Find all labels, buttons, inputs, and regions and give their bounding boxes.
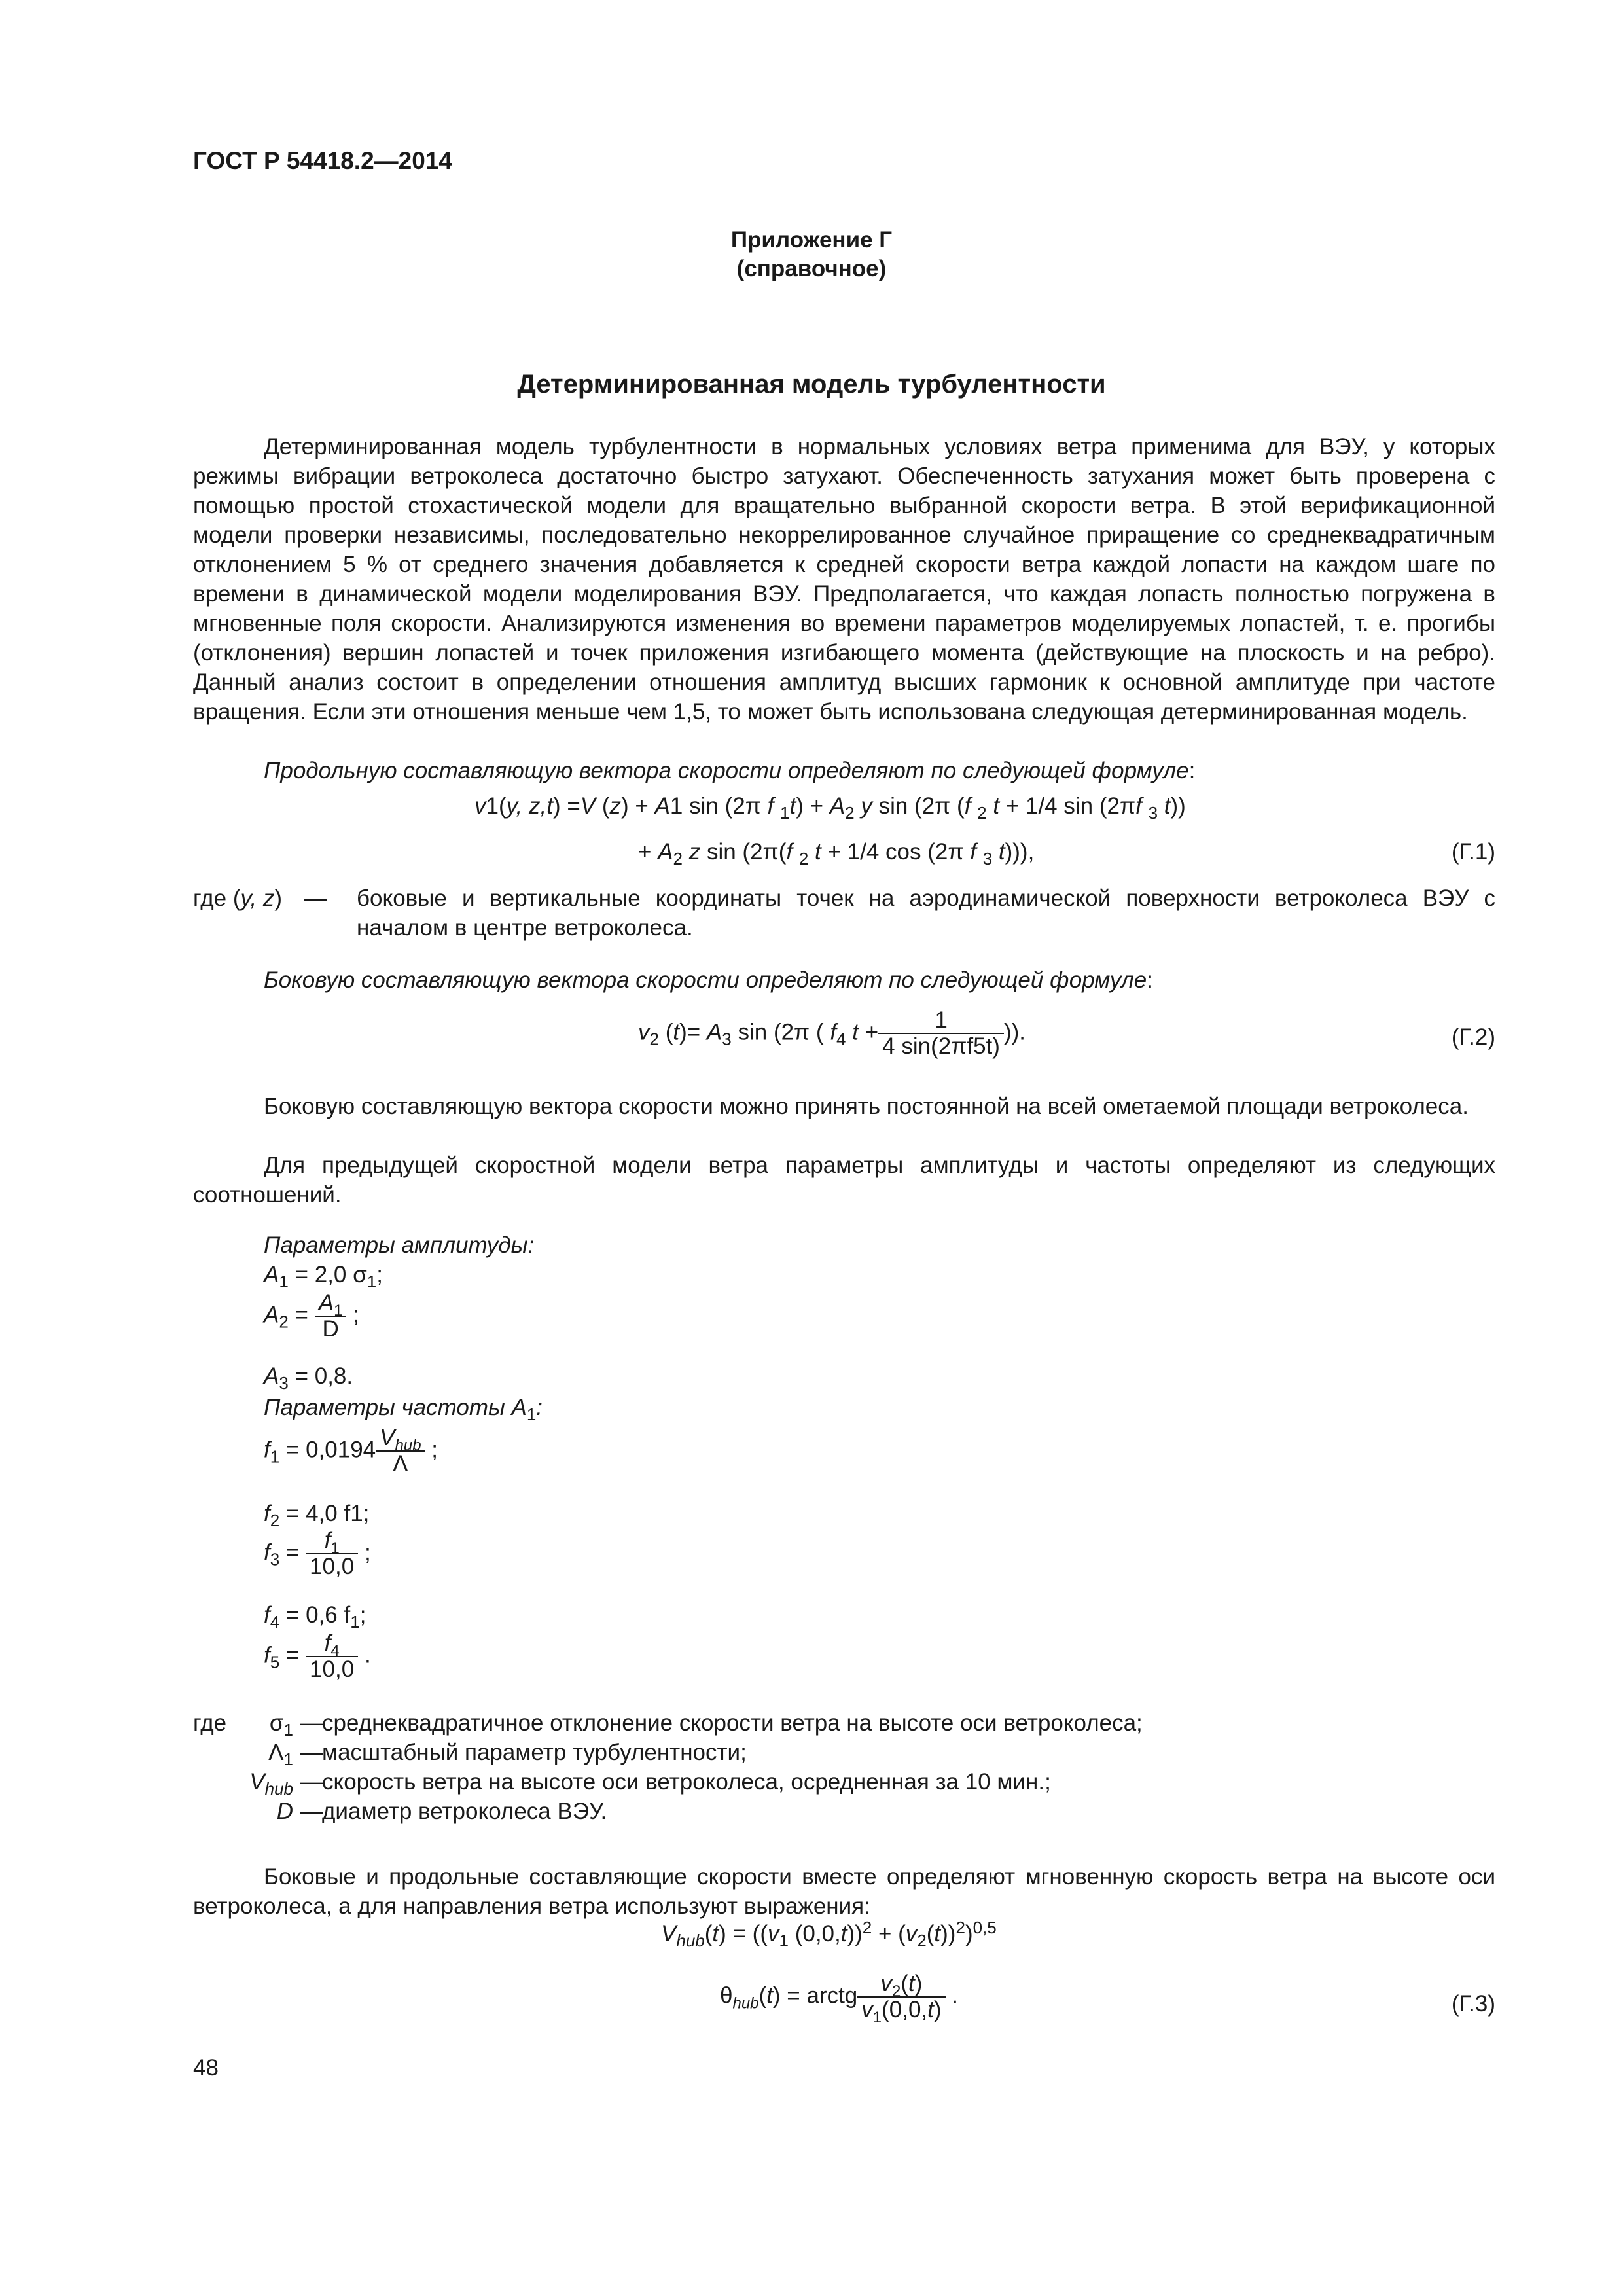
- params-intro-paragraph: Для предыдущей скоростной модели ветра параметры амплитуды и частоты определяют из следующих соотношений.: [193, 1153, 1495, 1208]
- param-A2: $A_2$ = $\frac{A_1}{D}$ ;: [264, 1290, 359, 1342]
- where2-dash-4: —: [300, 1799, 323, 1824]
- where2-dash-2: —: [300, 1740, 323, 1765]
- where2-symbol-4: D: [276, 1799, 293, 1824]
- where2-symbol-1: $\sigma_1$: [269, 1710, 293, 1740]
- document-header: ГОСТ Р 54418.2—2014: [193, 147, 452, 174]
- param-f2: $f_2 = 4,0$ f1;: [264, 1501, 370, 1530]
- longitudinal-intro: Продольную составляющую вектора скорости определяют по следующей формуле:: [264, 758, 1196, 783]
- param-f4: $f_4 = 0,6$ $f_1$;: [264, 1602, 366, 1632]
- equation-3-line2: $\theta_{hub}(t)$ = arctg $\frac{v_2(t)}{v_1(0,0,t)}$ .: [720, 1971, 959, 2026]
- equation-1-line1: v1(y, z,t) =V (z) + A1 sin (2π f $_1t) + A_2$ y sin (2π (f $_2$ t + 1/4 sin (2πf $_3$ t)): [474, 793, 1186, 823]
- where2-text-3: скорость ветра на высоте оси ветроколеса, осредненная за 10 мин.;: [322, 1769, 1051, 1795]
- appendix-title: Приложение Г: [730, 227, 893, 253]
- param-A1: $A_1 = 2,0$ $\sigma_1$;: [264, 1262, 383, 1291]
- amplitude-heading: Параметры амплитуды:: [264, 1232, 535, 1258]
- where1-dash: —: [304, 886, 327, 911]
- lateral-intro: Боковую составляющую вектора скорости определяют по следующей формуле:: [264, 967, 1153, 993]
- equation-1-number: (Г.1): [1451, 839, 1495, 865]
- param-f5: $f_5$ = $\frac{f_4}{10,0}$ .: [264, 1630, 371, 1682]
- page-number: 48: [193, 2055, 219, 2081]
- appendix-note: (справочное): [736, 256, 887, 281]
- where2-text-4: диаметр ветроколеса ВЭУ.: [322, 1799, 607, 1824]
- where2-text-1: среднеквадратичное отклонение скорости ветра на высоте оси ветроколеса;: [322, 1710, 1143, 1736]
- equation-3-number: (Г.3): [1451, 1991, 1495, 2017]
- param-A3: $A_3 = 0,8$.: [264, 1363, 353, 1393]
- where2-text-2: масштабный параметр турбулентности;: [322, 1740, 747, 1765]
- final-paragraph: Боковые и продольные составляющие скорости вместе определяют мгновенную скорость ветра на высоте оси ветроколеса, а для направления ветра используют выражения:: [193, 1864, 1495, 1919]
- equation-1-line2: + $A_2$ z sin (2π(f $_2$ t + 1/4 cos (2π f $_3$ t))),: [638, 839, 1035, 869]
- frequency-heading: Параметры частоты $A_1$:: [264, 1395, 543, 1424]
- where1-text: боковые и вертикальные координаты точек на аэродинамической поверхности ветроколеса ВЭУ с началом в центре ветроколеса.: [357, 886, 1495, 941]
- where2-symbol-2: $\Lambda_1$: [268, 1740, 293, 1769]
- equation-3-line1: $V_{hub}(t) = ((v_1$ $(0,0,t))^2 + (v_2(t))^2)^{0,5}$: [661, 1918, 997, 1950]
- appendix-heading: [0, 226, 1623, 283]
- where2-lead: где: [193, 1710, 227, 1736]
- intro-paragraph: Детерминированная модель турбулентности в нормальных условиях ветра применима для ВЭУ, у которых режимы вибрации ветроколеса достаточно быстро затухают. Обеспеченность затухания может быть проверена с помощью простой стохастической модели для вращательно выбранной скорости ветра. В этой верификационной модели проверки независимы, последовательно некоррелированное случайное приращение со среднеквадратичным отклонением 5 % от среднего значения добавляется к средней скорости ветра каждой лопасти на каждом шаге по времени в динамической модели моделирования ВЭУ. Предполагается, что каждая лопасть полностью погружена в мгновенные поля скорости. Анализируются изменения во времени параметров моделируемых лопастей, т. е. прогибы (отклонения) вершин лопастей и точек приложения изгибающего момента (действующие на плоскость и на ребро). Данный анализ состоит в определении отношения амплитуд высших гармоник к основной амплитуде при частоте вращения. Если эти отношения меньше чем 1,5, то может быть использована следующая детерминированная модель.: [193, 434, 1495, 725]
- param-f3: $f_3$ = $\frac{f_1}{10,0}$ ;: [264, 1528, 371, 1579]
- where1-lead: где (y, z): [193, 886, 282, 911]
- section-title: Детерминированная модель турбулентности: [517, 370, 1106, 399]
- where2-dash-1: —: [300, 1710, 323, 1736]
- equation-2: $v_2$ $(t)= A_3$ sin (2π ( $f_4$ t + $\frac{1}{4 \sin(2\pi f5t)}$ )).: [638, 1007, 1026, 1059]
- equation-2-number: (Г.2): [1451, 1024, 1495, 1050]
- where2-symbol-3: $V_{hub}$: [249, 1769, 293, 1799]
- lateral-constant-paragraph: Боковую составляющую вектора скорости можно принять постоянной на всей ометаемой площади ветроколеса.: [264, 1094, 1469, 1119]
- param-f1: $f_1 = 0,0194$ $\frac{V_{hub}}{\Lambda}$ ;: [264, 1425, 438, 1477]
- where2-dash-3: —: [300, 1769, 323, 1795]
